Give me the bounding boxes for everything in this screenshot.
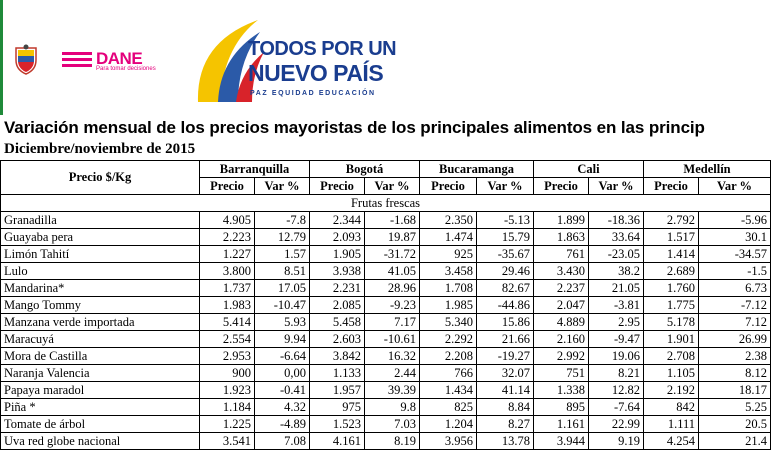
price-cell: 2.689: [644, 263, 699, 280]
city-header: Bogotá: [310, 161, 420, 178]
product-name: Mandarina*: [1, 280, 200, 297]
var-cell: 8.51: [255, 263, 310, 280]
table-row: [1, 263, 771, 280]
var-cell: -7.8: [255, 212, 310, 229]
price-cell: 925: [420, 246, 477, 263]
colombia-coat-of-arms-icon: [14, 44, 38, 76]
var-cell: 4.32: [255, 399, 310, 416]
var-cell: -10.47: [255, 297, 310, 314]
table-row: [1, 297, 771, 314]
dane-mark-icon: [62, 50, 92, 70]
price-cell: 1.923: [200, 382, 255, 399]
table-row: [1, 331, 771, 348]
price-cell: 761: [534, 246, 589, 263]
price-header: Precio: [310, 178, 365, 195]
row-header: Precio $/Kg: [1, 161, 200, 195]
var-cell: 8.84: [477, 399, 534, 416]
price-cell: 1.434: [420, 382, 477, 399]
var-cell: 18.17: [699, 382, 771, 399]
var-header: Var %: [477, 178, 534, 195]
var-cell: 16.32: [365, 348, 420, 365]
product-name: Naranja Valencia: [1, 365, 200, 382]
table-body: [1, 195, 771, 450]
var-cell: 9.19: [589, 433, 644, 450]
price-cell: 2.603: [310, 331, 365, 348]
var-cell: 8.19: [365, 433, 420, 450]
price-cell: 2.953: [200, 348, 255, 365]
price-cell: 2.085: [310, 297, 365, 314]
var-cell: 26.99: [699, 331, 771, 348]
table-row: [1, 365, 771, 382]
price-cell: 1.161: [534, 416, 589, 433]
var-cell: 39.39: [365, 382, 420, 399]
city-header: Cali: [534, 161, 644, 178]
var-cell: 41.14: [477, 382, 534, 399]
product-name: Mora de Castilla: [1, 348, 200, 365]
table-row: [1, 280, 771, 297]
var-cell: 15.86: [477, 314, 534, 331]
var-cell: -18.36: [589, 212, 644, 229]
price-cell: 1.225: [200, 416, 255, 433]
section-label: Frutas frescas: [1, 195, 771, 212]
price-cell: 4.161: [310, 433, 365, 450]
product-name: Tomate de árbol: [1, 416, 200, 433]
price-cell: 1.957: [310, 382, 365, 399]
table-row: [1, 348, 771, 365]
var-cell: 82.67: [477, 280, 534, 297]
var-cell: 19.87: [365, 229, 420, 246]
var-cell: 32.07: [477, 365, 534, 382]
var-cell: -31.72: [365, 246, 420, 263]
var-cell: -1.5: [699, 263, 771, 280]
var-cell: 1.57: [255, 246, 310, 263]
price-cell: 4.254: [644, 433, 699, 450]
var-cell: 41.05: [365, 263, 420, 280]
var-cell: -9.47: [589, 331, 644, 348]
table-row: [1, 382, 771, 399]
price-cell: 2.344: [310, 212, 365, 229]
campaign-line-2: NUEVO PAÍS: [248, 60, 384, 86]
price-cell: 3.800: [200, 263, 255, 280]
var-cell: -44.86: [477, 297, 534, 314]
price-header: Precio: [534, 178, 589, 195]
var-cell: 38.2: [589, 263, 644, 280]
price-cell: 3.842: [310, 348, 365, 365]
city-header: Bucaramanga: [420, 161, 534, 178]
price-cell: 1.760: [644, 280, 699, 297]
var-cell: -1.68: [365, 212, 420, 229]
var-cell: -7.12: [699, 297, 771, 314]
var-cell: 9.8: [365, 399, 420, 416]
report-title: Variación mensual de los precios mayoristas de los principales alimentos en las princip: [4, 118, 705, 137]
price-cell: 825: [420, 399, 477, 416]
var-cell: -9.23: [365, 297, 420, 314]
price-cell: 5.340: [420, 314, 477, 331]
price-table: [0, 160, 771, 450]
price-cell: 3.938: [310, 263, 365, 280]
var-header: Var %: [255, 178, 310, 195]
var-cell: -23.05: [589, 246, 644, 263]
product-name: Mango Tommy: [1, 297, 200, 314]
var-cell: 7.03: [365, 416, 420, 433]
price-cell: 1.523: [310, 416, 365, 433]
var-cell: 29.46: [477, 263, 534, 280]
price-cell: 3.956: [420, 433, 477, 450]
var-cell: 21.05: [589, 280, 644, 297]
price-cell: 1.985: [420, 297, 477, 314]
price-cell: 975: [310, 399, 365, 416]
table-row: [1, 212, 771, 229]
var-cell: -34.57: [699, 246, 771, 263]
var-cell: -6.64: [255, 348, 310, 365]
price-cell: 2.093: [310, 229, 365, 246]
var-cell: -10.61: [365, 331, 420, 348]
city-header: Barranquilla: [200, 161, 310, 178]
var-cell: 8.12: [699, 365, 771, 382]
price-cell: 5.458: [310, 314, 365, 331]
product-name: Guayaba pera: [1, 229, 200, 246]
var-cell: 33.64: [589, 229, 644, 246]
product-name: Limón Tahití: [1, 246, 200, 263]
city-header-row: [1, 161, 771, 178]
price-cell: 4.889: [534, 314, 589, 331]
dane-logo: [62, 46, 160, 74]
price-cell: 2.160: [534, 331, 589, 348]
var-cell: 20.5: [699, 416, 771, 433]
var-header: Var %: [589, 178, 644, 195]
var-cell: -35.67: [477, 246, 534, 263]
var-cell: 15.79: [477, 229, 534, 246]
price-cell: 1.204: [420, 416, 477, 433]
var-cell: 12.79: [255, 229, 310, 246]
price-cell: 2.231: [310, 280, 365, 297]
dane-tagline: Para tomar decisiones: [96, 66, 156, 72]
product-name: Piña *: [1, 399, 200, 416]
price-cell: 2.992: [534, 348, 589, 365]
price-cell: 1.105: [644, 365, 699, 382]
price-cell: 900: [200, 365, 255, 382]
price-header: Precio: [644, 178, 699, 195]
price-cell: 5.414: [200, 314, 255, 331]
price-cell: 2.792: [644, 212, 699, 229]
price-cell: 1.338: [534, 382, 589, 399]
product-name: Granadilla: [1, 212, 200, 229]
price-cell: 3.430: [534, 263, 589, 280]
section-row: [1, 195, 771, 212]
table-row: [1, 416, 771, 433]
price-cell: 1.414: [644, 246, 699, 263]
var-cell: 7.12: [699, 314, 771, 331]
var-cell: 8.21: [589, 365, 644, 382]
price-cell: 2.192: [644, 382, 699, 399]
price-cell: 766: [420, 365, 477, 382]
price-cell: 1.905: [310, 246, 365, 263]
var-cell: -7.64: [589, 399, 644, 416]
price-cell: 751: [534, 365, 589, 382]
price-cell: 1.983: [200, 297, 255, 314]
price-cell: 2.047: [534, 297, 589, 314]
product-name: Maracuyá: [1, 331, 200, 348]
var-cell: 5.25: [699, 399, 771, 416]
var-cell: 22.99: [589, 416, 644, 433]
product-name: Uva red globe nacional: [1, 433, 200, 450]
var-cell: 21.4: [699, 433, 771, 450]
table-row: [1, 399, 771, 416]
var-header: Var %: [365, 178, 420, 195]
price-cell: 2.350: [420, 212, 477, 229]
price-cell: 2.708: [644, 348, 699, 365]
var-cell: 5.93: [255, 314, 310, 331]
var-cell: 0,00: [255, 365, 310, 382]
table-row: [1, 246, 771, 263]
price-cell: 3.541: [200, 433, 255, 450]
var-cell: -5.96: [699, 212, 771, 229]
product-name: Papaya maradol: [1, 382, 200, 399]
price-header: Precio: [200, 178, 255, 195]
var-cell: 21.66: [477, 331, 534, 348]
price-cell: 1.901: [644, 331, 699, 348]
price-cell: 5.178: [644, 314, 699, 331]
var-cell: -0.41: [255, 382, 310, 399]
var-cell: 19.06: [589, 348, 644, 365]
campaign-tagline: PAZ EQUIDAD EDUCACIÓN: [250, 90, 376, 97]
report-period: Diciembre/noviembre de 2015: [4, 141, 196, 157]
price-cell: 1.737: [200, 280, 255, 297]
price-cell: 1.111: [644, 416, 699, 433]
price-cell: 2.292: [420, 331, 477, 348]
var-cell: -19.27: [477, 348, 534, 365]
price-cell: 1.133: [310, 365, 365, 382]
price-header: Precio: [420, 178, 477, 195]
var-cell: 6.73: [699, 280, 771, 297]
price-cell: 3.458: [420, 263, 477, 280]
header-logos: [0, 0, 755, 115]
var-cell: 9.94: [255, 331, 310, 348]
product-name: Lulo: [1, 263, 200, 280]
price-cell: 2.554: [200, 331, 255, 348]
var-cell: 17.05: [255, 280, 310, 297]
var-cell: 30.1: [699, 229, 771, 246]
price-cell: 1.474: [420, 229, 477, 246]
var-cell: -5.13: [477, 212, 534, 229]
var-cell: 13.78: [477, 433, 534, 450]
price-cell: 842: [644, 399, 699, 416]
var-cell: -4.89: [255, 416, 310, 433]
var-cell: 12.82: [589, 382, 644, 399]
table-row: [1, 229, 771, 246]
var-cell: 2.38: [699, 348, 771, 365]
price-cell: 1.227: [200, 246, 255, 263]
price-cell: 1.517: [644, 229, 699, 246]
price-cell: 1.184: [200, 399, 255, 416]
price-cell: 3.944: [534, 433, 589, 450]
price-cell: 1.863: [534, 229, 589, 246]
price-cell: 2.208: [420, 348, 477, 365]
price-cell: 1.775: [644, 297, 699, 314]
price-cell: 2.223: [200, 229, 255, 246]
var-cell: 7.08: [255, 433, 310, 450]
price-cell: 4.905: [200, 212, 255, 229]
product-name: Manzana verde importada: [1, 314, 200, 331]
price-cell: 895: [534, 399, 589, 416]
dane-wordmark: DANE: [96, 49, 143, 68]
price-cell: 1.708: [420, 280, 477, 297]
var-cell: 8.27: [477, 416, 534, 433]
var-cell: 2.44: [365, 365, 420, 382]
var-cell: 28.96: [365, 280, 420, 297]
table-row: [1, 314, 771, 331]
city-header: Medellín: [644, 161, 771, 178]
var-header: Var %: [699, 178, 771, 195]
var-cell: 2.95: [589, 314, 644, 331]
price-cell: 1.899: [534, 212, 589, 229]
var-cell: -3.81: [589, 297, 644, 314]
campaign-line-1: TODOS POR UN: [248, 38, 397, 60]
table-row: [1, 433, 771, 450]
price-cell: 2.237: [534, 280, 589, 297]
var-cell: 7.17: [365, 314, 420, 331]
